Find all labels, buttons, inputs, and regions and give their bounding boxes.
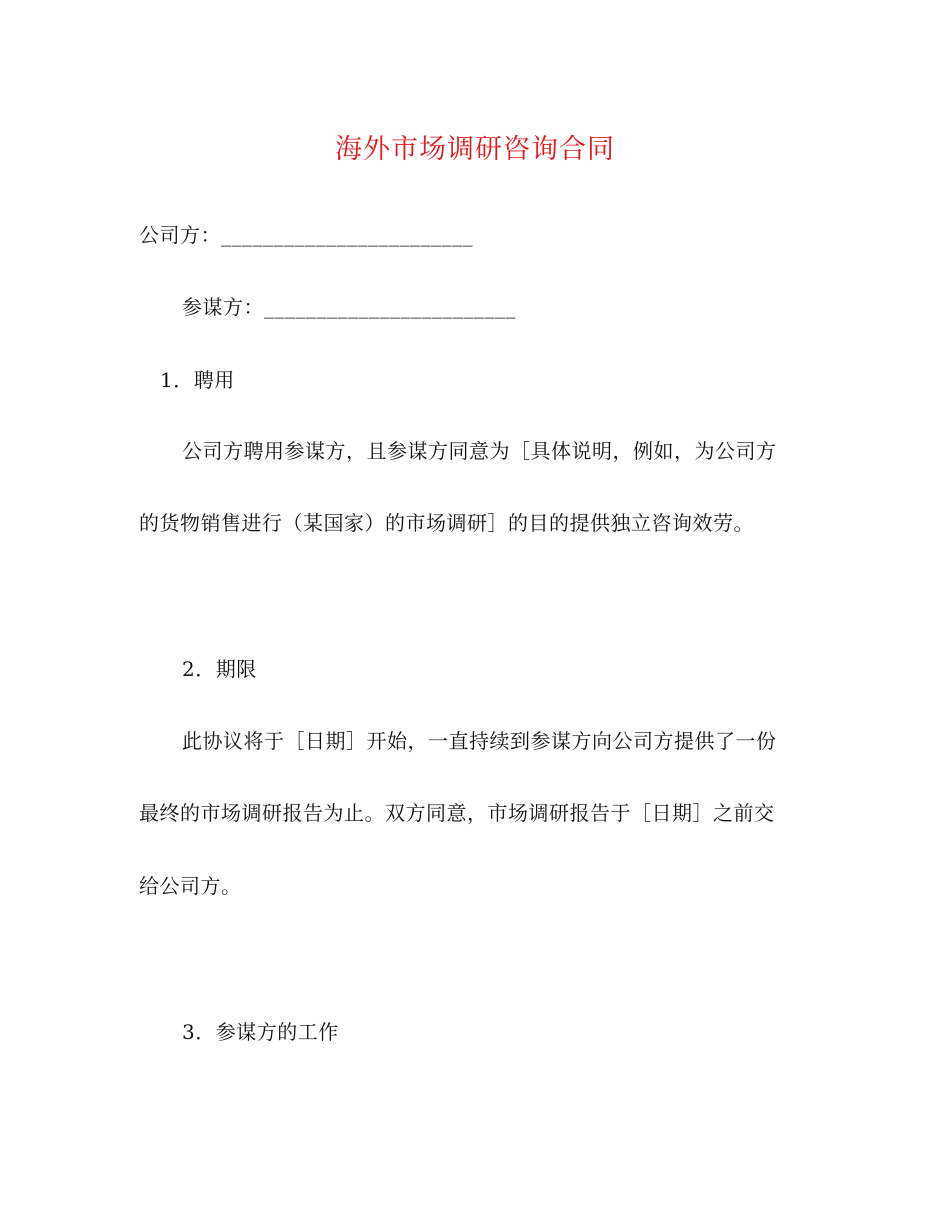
section-2-heading: 2．期限 [182,657,257,681]
section-2-paragraph-line: 此协议将于［日期］开始，一直持续到参谋方向公司方提供了一份 [182,729,777,753]
section-3-heading: 3．参谋方的工作 [182,1020,339,1044]
party-company-line: 公司方：________________________ [139,223,473,247]
section-2-paragraph-line: 最终的市场调研报告为止。双方同意，市场调研报告于［日期］之前交 [139,801,775,825]
section-1-paragraph-line: 的货物销售进行（某国家）的市场调研］的目的提供独立咨询效劳。 [139,511,754,535]
section-1-heading: 1．聘用 [160,368,235,392]
party-consultant-line: 参谋方：________________________ [182,295,516,319]
section-2-paragraph-line: 给公司方。 [139,874,242,898]
document-title: 海外市场调研咨询合同 [335,134,615,165]
section-1-paragraph-line: 公司方聘用参谋方，且参谋方同意为［具体说明，例如，为公司方 [182,439,777,463]
